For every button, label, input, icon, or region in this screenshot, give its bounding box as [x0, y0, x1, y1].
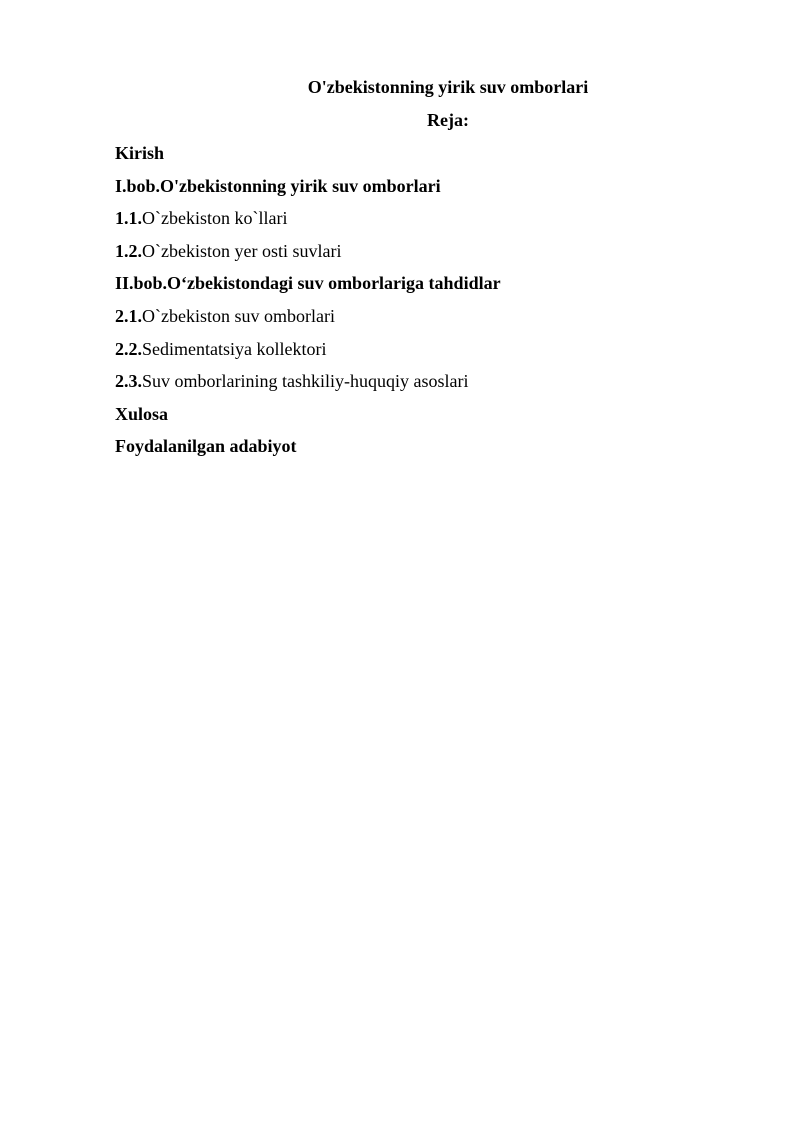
table-of-contents — [115, 140, 501, 466]
toc-item-kirish — [115, 140, 501, 173]
plan-heading: Reja: — [427, 110, 469, 130]
toc-item-1-1 — [115, 205, 501, 238]
toc-item-number: 2.3. — [115, 371, 142, 392]
toc-item-2-3 — [115, 368, 501, 401]
document-title: O'zbekistonning yirik suv omborlari — [307, 77, 589, 97]
toc-item-text: O`zbekiston yer osti suvlari — [142, 240, 342, 261]
toc-item-1-2 — [115, 238, 501, 271]
toc-item-text: Xulosa — [115, 403, 169, 424]
toc-item-xulosa — [115, 401, 501, 434]
toc-item-text: O`zbekiston suv omborlari — [142, 305, 335, 326]
toc-item-text: Kirish — [115, 143, 165, 163]
toc-item-adabiyot — [115, 433, 501, 466]
toc-item-text: Sedimentatsiya kollektori — [142, 338, 327, 359]
toc-item-2-2 — [115, 336, 501, 369]
toc-item-text: II.bob.O‘zbekistondagi suv omborlariga tahdidlar — [115, 273, 501, 294]
toc-item-text: Suv omborlarining tashkiliy-huquqiy asoslari — [142, 371, 469, 392]
toc-item-text: O`zbekiston ko`llari — [142, 208, 288, 229]
toc-item-number: 2.1. — [115, 305, 142, 326]
toc-item-chapter-2 — [115, 270, 501, 303]
toc-item-number: 1.1. — [115, 208, 142, 229]
toc-item-text: Foydalanilgan adabiyot — [115, 436, 297, 457]
toc-item-chapter-1 — [115, 173, 501, 206]
toc-item-number: 2.2. — [115, 338, 142, 359]
toc-item-2-1 — [115, 303, 501, 336]
toc-item-text: I.bob.O'zbekistonning yirik suv omborlari — [115, 175, 441, 196]
toc-item-number: 1.2. — [115, 240, 142, 261]
